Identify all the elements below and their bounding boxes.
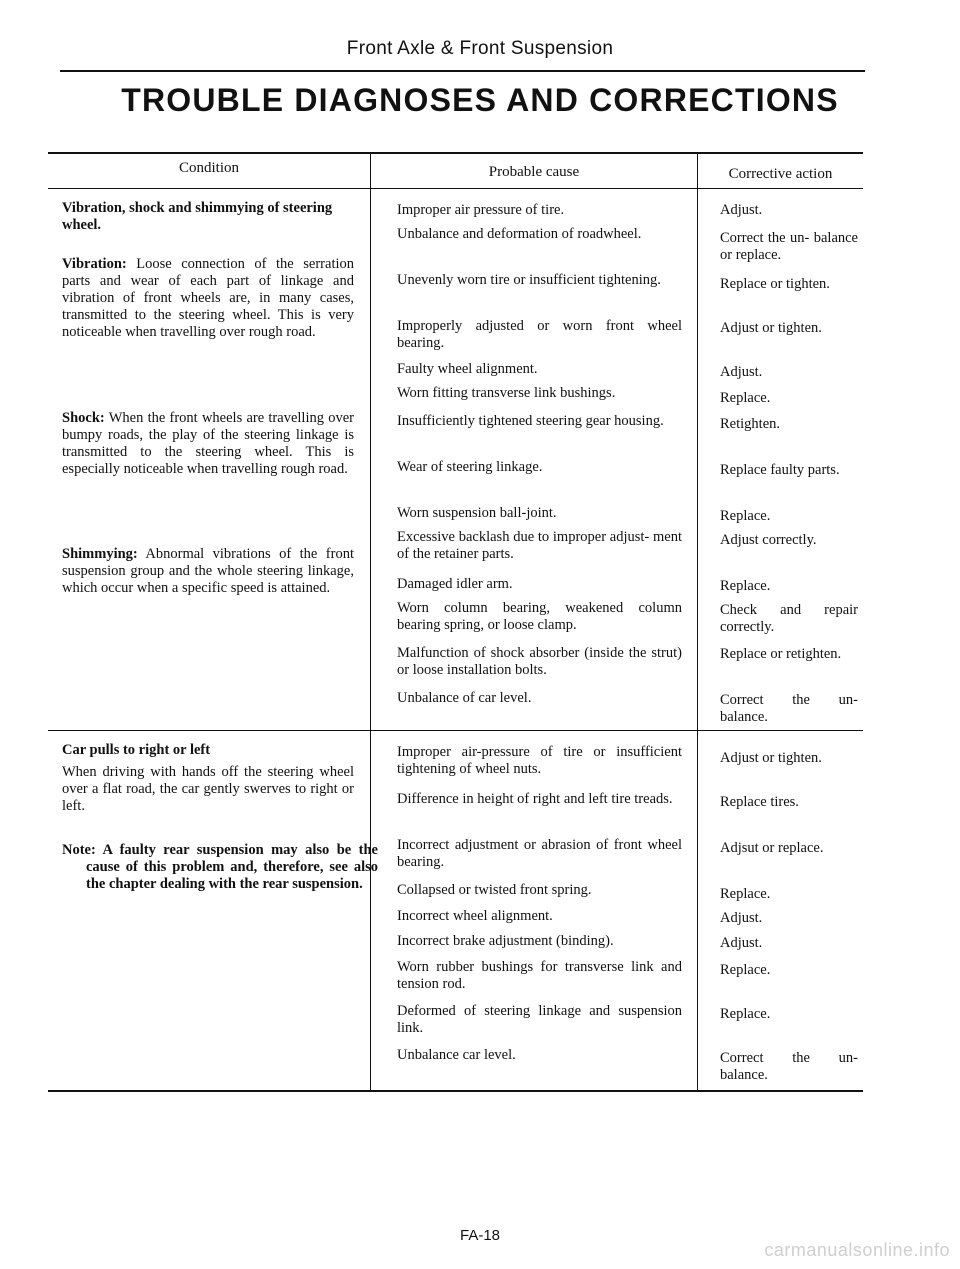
header-underline	[48, 188, 863, 189]
cause-item: Worn rubber bushings for transverse link and tension rod.	[397, 959, 682, 992]
shimmying-text: Abnormal vibrations of the front suspension group and the whole steering linkage, which occur when a specific speed is attained.	[62, 546, 354, 596]
section-header: Front Axle & Front Suspension	[346, 38, 614, 59]
action-item: Adjust.	[720, 202, 763, 218]
cause-item: Worn fitting transverse link bushings.	[397, 385, 616, 401]
group-separator	[48, 730, 863, 731]
cause-item: Wear of steering linkage.	[397, 459, 543, 475]
action-item: Replace.	[720, 508, 771, 524]
action-item: Adjsut or replace.	[720, 840, 824, 856]
condition-shimmying-paragraph	[62, 546, 354, 597]
cause-item: Insufficiently tightened steering gear housing.	[397, 413, 664, 429]
cause-item: Improper air pressure of tire.	[397, 202, 565, 218]
action-item: Replace.	[720, 390, 771, 406]
header-rule	[60, 70, 865, 72]
action-item: Replace.	[720, 886, 771, 902]
column-heading-action: Corrective action	[728, 166, 833, 182]
action-item: Correct the un- balance.	[720, 1050, 858, 1083]
cause-item: Incorrect brake adjustment (binding).	[397, 933, 614, 949]
action-item: Replace tires.	[720, 794, 799, 810]
page-title: TROUBLE DIAGNOSES AND CORRECTIONS	[121, 82, 839, 118]
page-number: FA-18	[459, 1227, 501, 1244]
cause-item: Worn suspension ball-joint.	[397, 505, 557, 521]
action-item: Correct the un- balance or replace.	[720, 230, 858, 263]
shock-text: When the front wheels are travelling over bumpy roads, the play of the steering linkage is transmitted to the steering wheel. This is especially noticeable when travelling rough road.	[62, 410, 354, 477]
column-heading-condition: Condition	[178, 160, 239, 176]
action-item: Check and repair correctly.	[720, 602, 858, 635]
column-divider-1	[370, 152, 371, 1092]
cause-item: Improperly adjusted or worn front wheel bearing.	[397, 318, 682, 351]
cause-item: Unbalance of car level.	[397, 690, 532, 706]
action-item: Adjust or tighten.	[720, 750, 822, 766]
action-item: Correct the un- balance.	[720, 692, 858, 725]
condition-vibration-paragraph	[62, 256, 354, 341]
cause-item: Unevenly worn tire or insufficient tightening.	[397, 272, 661, 288]
cause-item: Worn column bearing, weakened column bearing spring, or loose clamp.	[397, 600, 682, 633]
shock-label: Shock:	[62, 410, 105, 426]
condition-pulls-text: When driving with hands off the steering wheel over a flat road, the car gently swerves to right or left.	[62, 764, 354, 814]
cause-item: Excessive backlash due to improper adjust- ment of the retainer parts.	[397, 529, 682, 562]
table-top-rule	[48, 152, 863, 154]
condition-shock-paragraph	[62, 410, 354, 478]
cause-item: Difference in height of right and left tire treads.	[397, 791, 673, 807]
action-item: Replace.	[720, 578, 771, 594]
condition-pulls-lead: Car pulls to right or left	[62, 742, 211, 758]
action-item: Replace faulty parts.	[720, 462, 840, 478]
condition-note: Note: A faulty rear suspension may also be the cause of this problem and, therefore, see also the chapter dealing with the rear suspension.	[62, 842, 378, 892]
watermark: carmanualsonline.info	[764, 1240, 950, 1260]
action-item: Retighten.	[720, 416, 781, 432]
action-item: Adjust or tighten.	[720, 320, 822, 336]
column-heading-cause: Probable cause	[488, 164, 580, 180]
vibration-text: Loose connection of the serration parts and wear of each part of linkage and vibration of front wheels are, in many cases, transmitted to the steering wheel. This is very noticeable when travelling over rough road.	[62, 256, 355, 340]
cause-item: Damaged idler arm.	[397, 576, 513, 592]
shimmying-label: Shimmying:	[62, 546, 138, 562]
cause-item: Deformed of steering linkage and suspension link.	[397, 1003, 682, 1036]
action-item: Adjust.	[720, 910, 763, 926]
vibration-label: Vibration:	[62, 256, 127, 272]
column-divider-2	[697, 152, 698, 1092]
cause-item: Faulty wheel alignment.	[397, 361, 538, 377]
action-item: Replace or retighten.	[720, 646, 842, 662]
action-item: Replace.	[720, 962, 771, 978]
action-item: Replace.	[720, 1006, 771, 1022]
cause-item: Incorrect adjustment or abrasion of front wheel bearing.	[397, 837, 682, 870]
condition-vibration-lead: Vibration, shock and shimmying of steering wheel.	[62, 200, 333, 233]
cause-item: Improper air-pressure of tire or insufficient tightening of wheel nuts.	[397, 744, 682, 777]
action-item: Adjust correctly.	[720, 532, 817, 548]
cause-item: Unbalance and deformation of roadwheel.	[397, 226, 642, 242]
cause-item: Unbalance car level.	[397, 1047, 516, 1063]
cause-item: Incorrect wheel alignment.	[397, 908, 553, 924]
action-item: Replace or tighten.	[720, 276, 830, 292]
table-bottom-rule	[48, 1090, 863, 1092]
action-item: Adjust.	[720, 935, 763, 951]
action-item: Adjust.	[720, 364, 763, 380]
cause-item: Collapsed or twisted front spring.	[397, 882, 592, 898]
cause-item: Malfunction of shock absorber (inside the strut) or loose installation bolts.	[397, 645, 682, 678]
